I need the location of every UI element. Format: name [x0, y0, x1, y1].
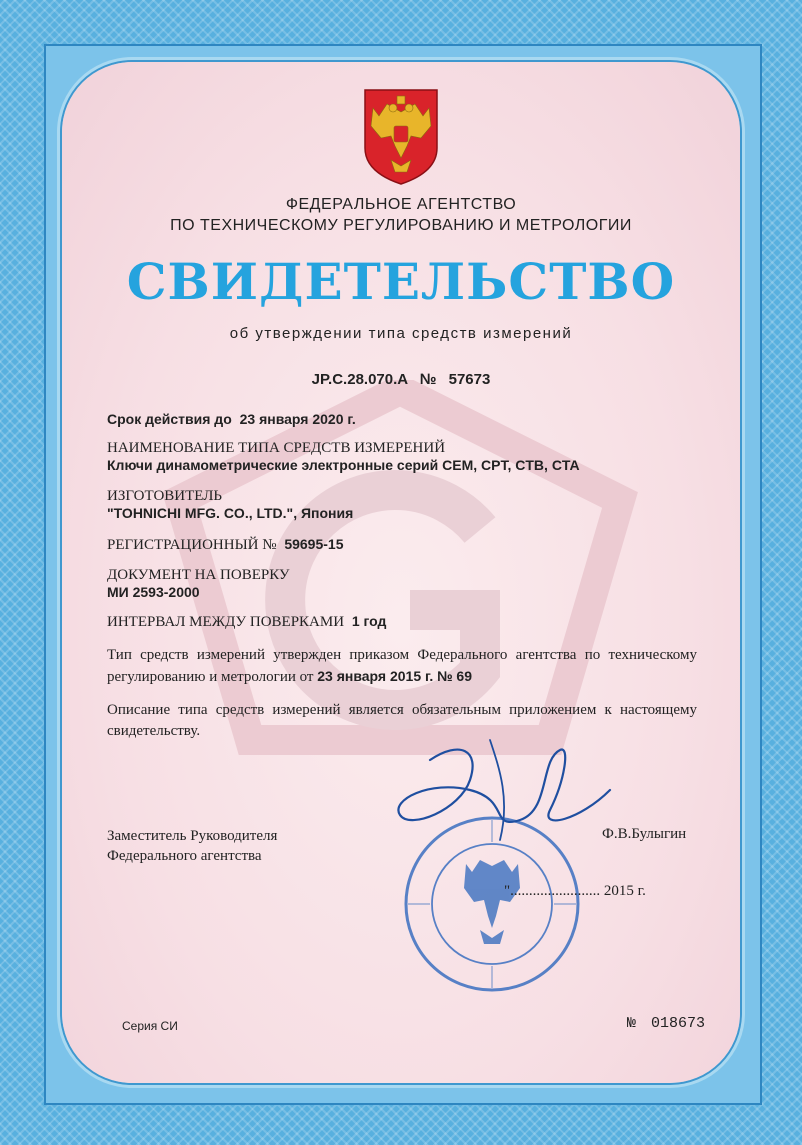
instrument-type-label: НАИМЕНОВАНИЕ ТИПА СРЕДСТВ ИЗМЕРЕНИЙ [107, 440, 446, 456]
interval-value: 1 год [351, 613, 387, 629]
signature-date-line [504, 883, 646, 900]
certificate-subtitle: об утверждении типа средств измерений [229, 325, 573, 342]
handwritten-signature-icon [370, 720, 630, 860]
serial-sign: № [627, 1015, 637, 1032]
validity-label: Срок действия до [107, 411, 232, 427]
approval-order-sign: № [437, 668, 453, 684]
signatory-title-line2: Федерального агентства [107, 848, 262, 864]
description-note: Описание типа средств измерений является обязательным приложением к настоящему свидетельству. [107, 702, 697, 739]
instrument-type-value: Ключи динамометрические электронные серий CEM, CPT, CTB, CTA [107, 457, 580, 473]
registration-number-sign: № [419, 371, 437, 388]
verification-doc-label: ДОКУМЕНТ НА ПОВЕРКУ [107, 567, 290, 583]
approval-text: Тип средств измерений утвержден приказом Федерального агентства по техническому регулированию и метрологии от [107, 647, 697, 685]
verification-doc-block [107, 567, 290, 600]
reg-number-label: РЕГИСТРАЦИОННЫЙ № [107, 537, 277, 553]
approval-paragraph [107, 645, 697, 688]
date-year: 2015 г. [603, 883, 646, 899]
serial-value: 018673 [651, 1015, 706, 1032]
reg-number-value: 59695-15 [284, 536, 344, 552]
registration-code-value: JP.C.28.070.A [311, 371, 408, 388]
series-label: Серия СИ [122, 1019, 178, 1033]
date-quote: " [504, 883, 511, 899]
approval-date: 23 января 2015 г. [317, 668, 434, 684]
signatory-title [107, 826, 277, 866]
manufacturer-value: "TOHNICHI MFG. CO., LTD.", Япония [107, 505, 354, 521]
date-dots: ........................ [510, 883, 601, 899]
interval-row [107, 613, 386, 631]
verification-doc-value: МИ 2593-2000 [107, 584, 200, 600]
reg-number-row [107, 536, 344, 554]
interval-label: ИНТЕРВАЛ МЕЖДУ ПОВЕРКАМИ [107, 614, 345, 630]
validity-row [107, 411, 356, 427]
signatory-title-line1: Заместитель Руководителя [107, 828, 278, 844]
instrument-type-block [107, 440, 580, 473]
approval-order-number: 69 [456, 668, 472, 684]
validity-value: 23 января 2020 г. [239, 411, 356, 427]
signatory-name: Ф.В.Булыгин [602, 826, 687, 842]
agency-name-line1: ФЕДЕРАЛЬНОЕ АГЕНТСТВО [285, 196, 517, 213]
registration-code [0, 371, 802, 388]
russian-coat-of-arms-icon [361, 86, 441, 186]
agency-name-line2: ПО ТЕХНИЧЕСКОМУ РЕГУЛИРОВАНИЮ И МЕТРОЛОГИИ [170, 217, 632, 234]
registration-number: 57673 [448, 371, 491, 388]
manufacturer-label: ИЗГОТОВИТЕЛЬ [107, 488, 223, 504]
serial-number [627, 1015, 705, 1032]
manufacturer-block [107, 488, 353, 521]
certificate-title: СВИДЕТЕЛЬСТВО [126, 252, 676, 311]
